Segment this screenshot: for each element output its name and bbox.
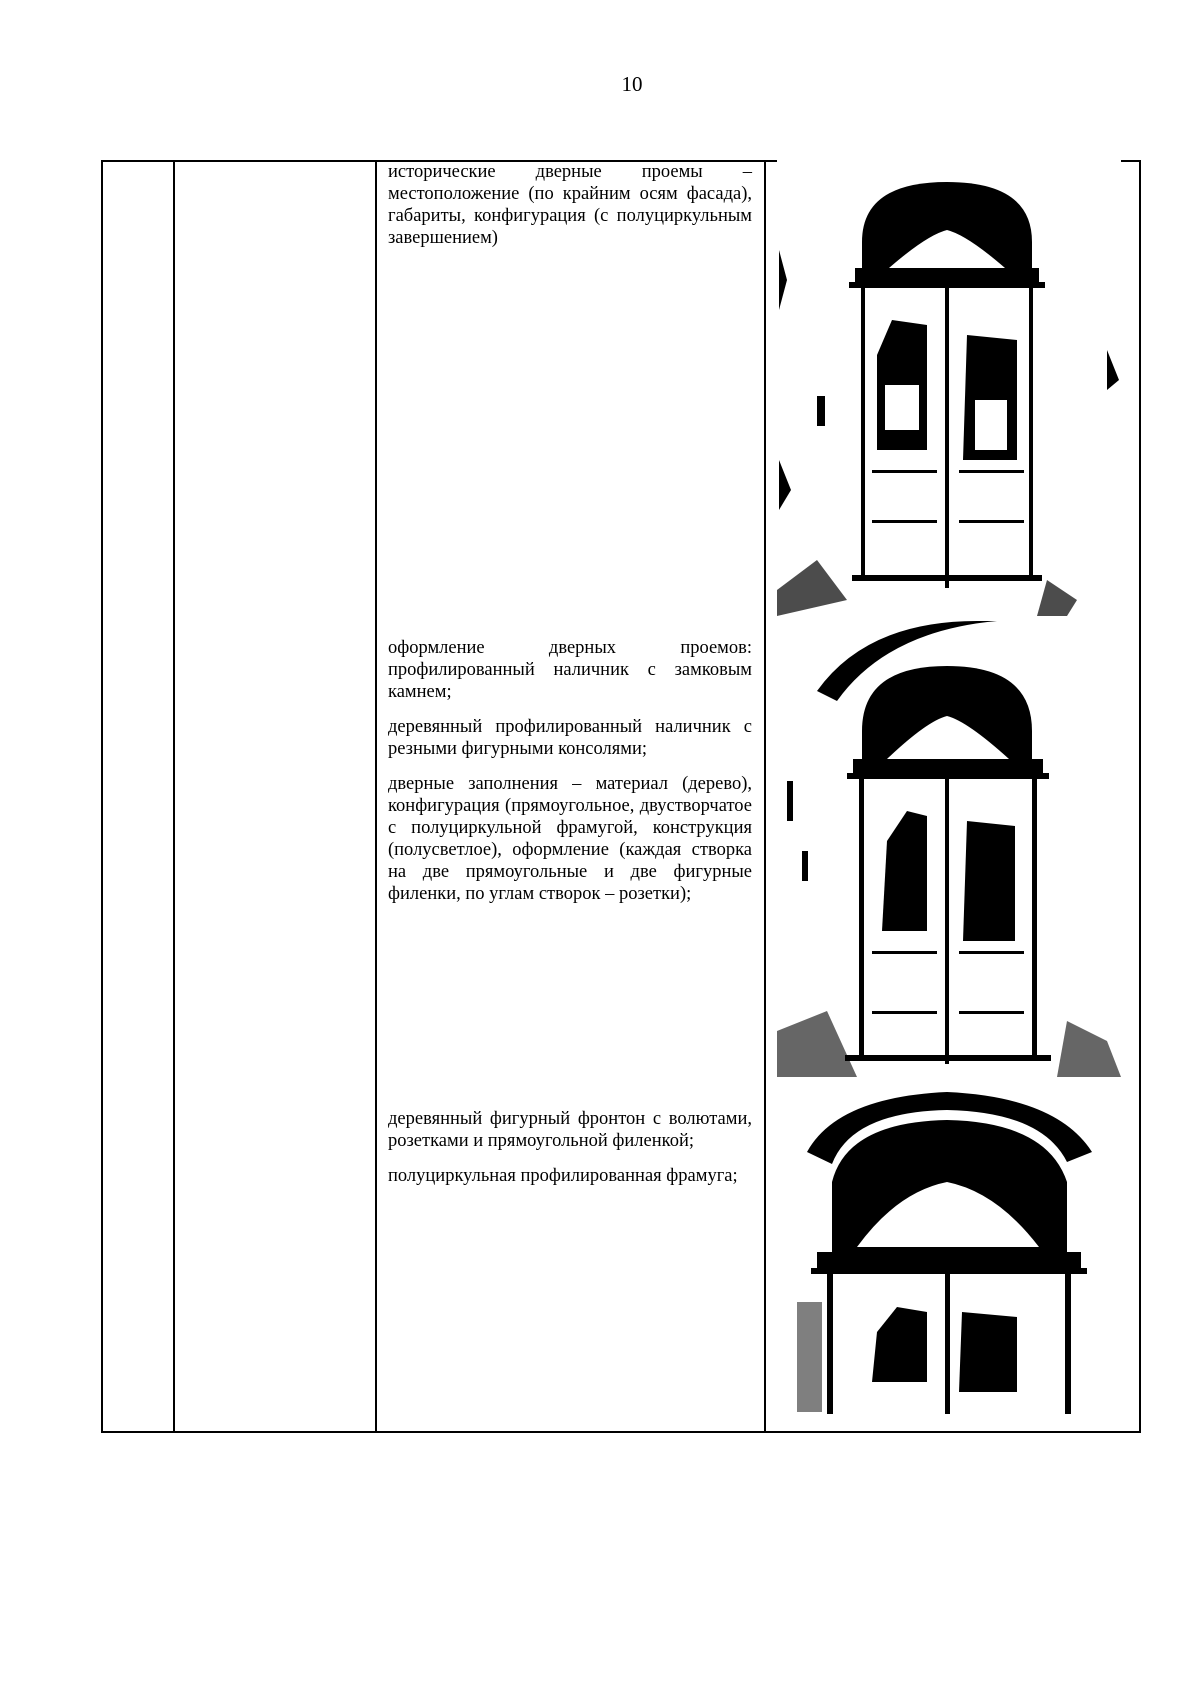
row-3-paragraph-2: полуциркульная профилированная фрамуга; bbox=[388, 1166, 738, 1186]
row-2-description bbox=[388, 637, 752, 918]
row-2-paragraph-1: оформление дверных проемов: профилированный наличник с замковым камнем; bbox=[388, 638, 752, 702]
column-divider-1 bbox=[173, 162, 175, 1431]
row-2-paragraph-3: дверные заполнения – материал (дерево), конфигурация (прямоугольное, двустворчатое с полуциркульной фрамугой, конструкция (полусветлое), оформление (каждая створка на две прямоугольные и две фигурные филенки, по углам створок – розетки); bbox=[388, 774, 752, 904]
column-divider-2 bbox=[375, 162, 377, 1431]
row-3-paragraph-1: деревянный фигурный фронтон с волютами, розетками и прямоугольной филенкой; bbox=[388, 1109, 752, 1151]
door-pediment-detail-photo bbox=[777, 1082, 1121, 1418]
row-1-paragraph-1: исторические дверные проемы – местоположение (по крайним осям фасада), габариты, конфигурация (с полуциркульным завершением) bbox=[388, 162, 752, 248]
column-divider-3 bbox=[764, 162, 766, 1431]
row-1-description bbox=[388, 161, 752, 262]
row-2-paragraph-2: деревянный профилированный наличник с резными фигурными консолями; bbox=[388, 717, 752, 759]
arched-door-frame-photo bbox=[777, 621, 1121, 1077]
arched-door-photo bbox=[777, 160, 1121, 616]
row-3-description bbox=[388, 1108, 752, 1200]
page-number: 10 bbox=[621, 72, 643, 96]
